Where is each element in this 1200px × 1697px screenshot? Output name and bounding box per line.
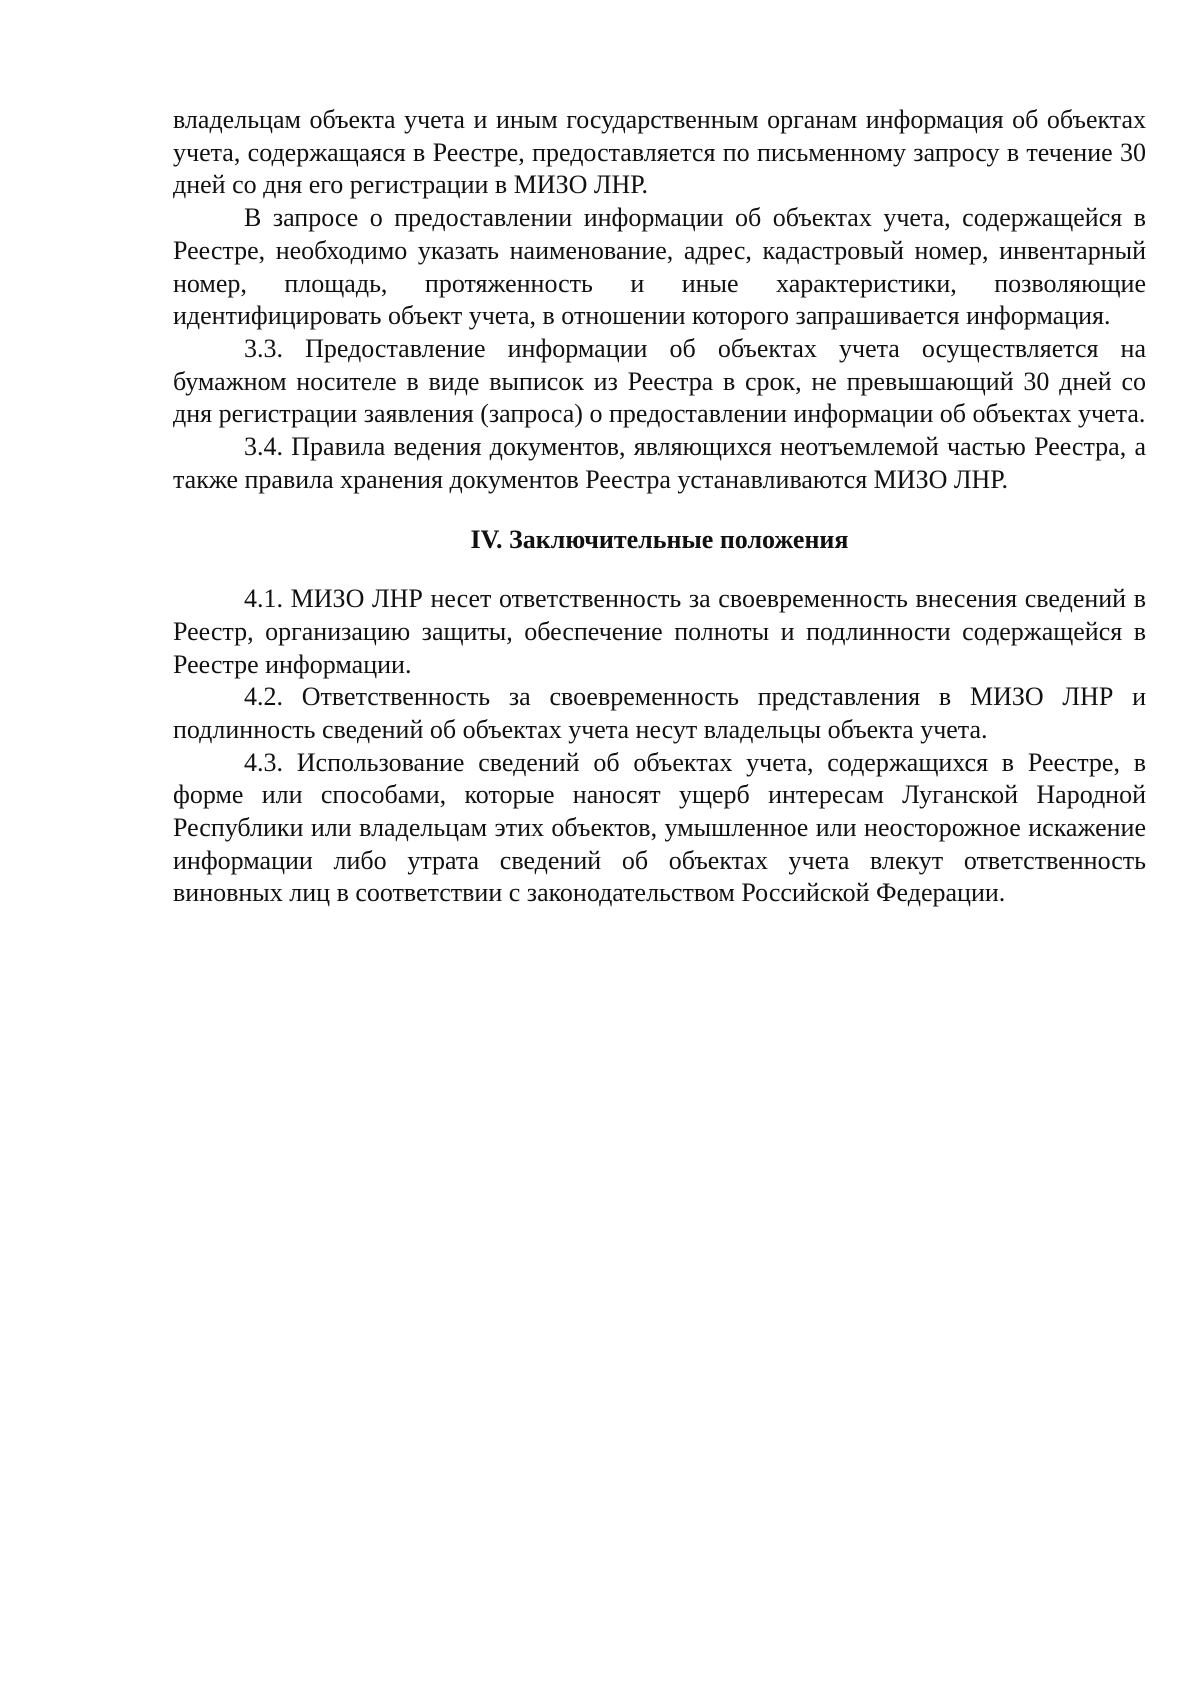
paragraph-request-contents: В запросе о предоставлении информации об объектах учета, содержащейся в Реестре, необходимо указать наименование, адрес, кадастровый номер, инвентарный номер, площадь, протяженность и иные характеристики, позволяющие идентифицировать объект учета, в отношении которого запрашивается информация. [173, 203, 1146, 331]
paragraph-4-1: 4.1. МИЗО ЛНР несет ответственность за своевременность внесения сведений в Реестр, организацию защиты, обеспечение полноты и подлинности содержащейся в Реестре информации. [173, 584, 1146, 679]
paragraph-4-2: 4.2. Ответственность за своевременность представления в МИЗО ЛНР и подлинность сведений об объектах учета несут владельцы объекта учета. [173, 682, 1146, 744]
paragraph-information-provision: владельцам объекта учета и иным государственным органам информация об объектах учета, содержащаяся в Реестре, предоставляется по письменному запросу в течение 30 дней со дня его регистрации в МИЗО ЛНР. [173, 105, 1146, 200]
paragraph-3-3: 3.3. Предоставление информации об объектах учета осуществляется на бумажном носителе в виде выписок из Реестра в срок, не превышающий 30 дней со дня регистрации заявления (запроса) о предоставлении информации об объектах учета. [173, 333, 1146, 429]
document-page [173, 104, 1146, 910]
paragraph-4-3: 4.3. Использование сведений об объектах учета, содержащихся в Реестре, в форме или способами, которые наносят ущерб интересам Луганской Народной Республики или владельцам этих объектов, умышленное или неосторожное искажение информации либо утрата сведений об объектах учета влекут ответственность виновных лиц в соответствии с законодательством Российской Федерации. [173, 747, 1146, 908]
paragraph-3-4: 3.4. Правила ведения документов, являющихся неотъемлемой частью Реестра, а также правила хранения документов Реестра устанавливаются МИЗО ЛНР. [173, 432, 1146, 494]
section-heading-iv: IV. Заключительные положения [470, 525, 849, 555]
